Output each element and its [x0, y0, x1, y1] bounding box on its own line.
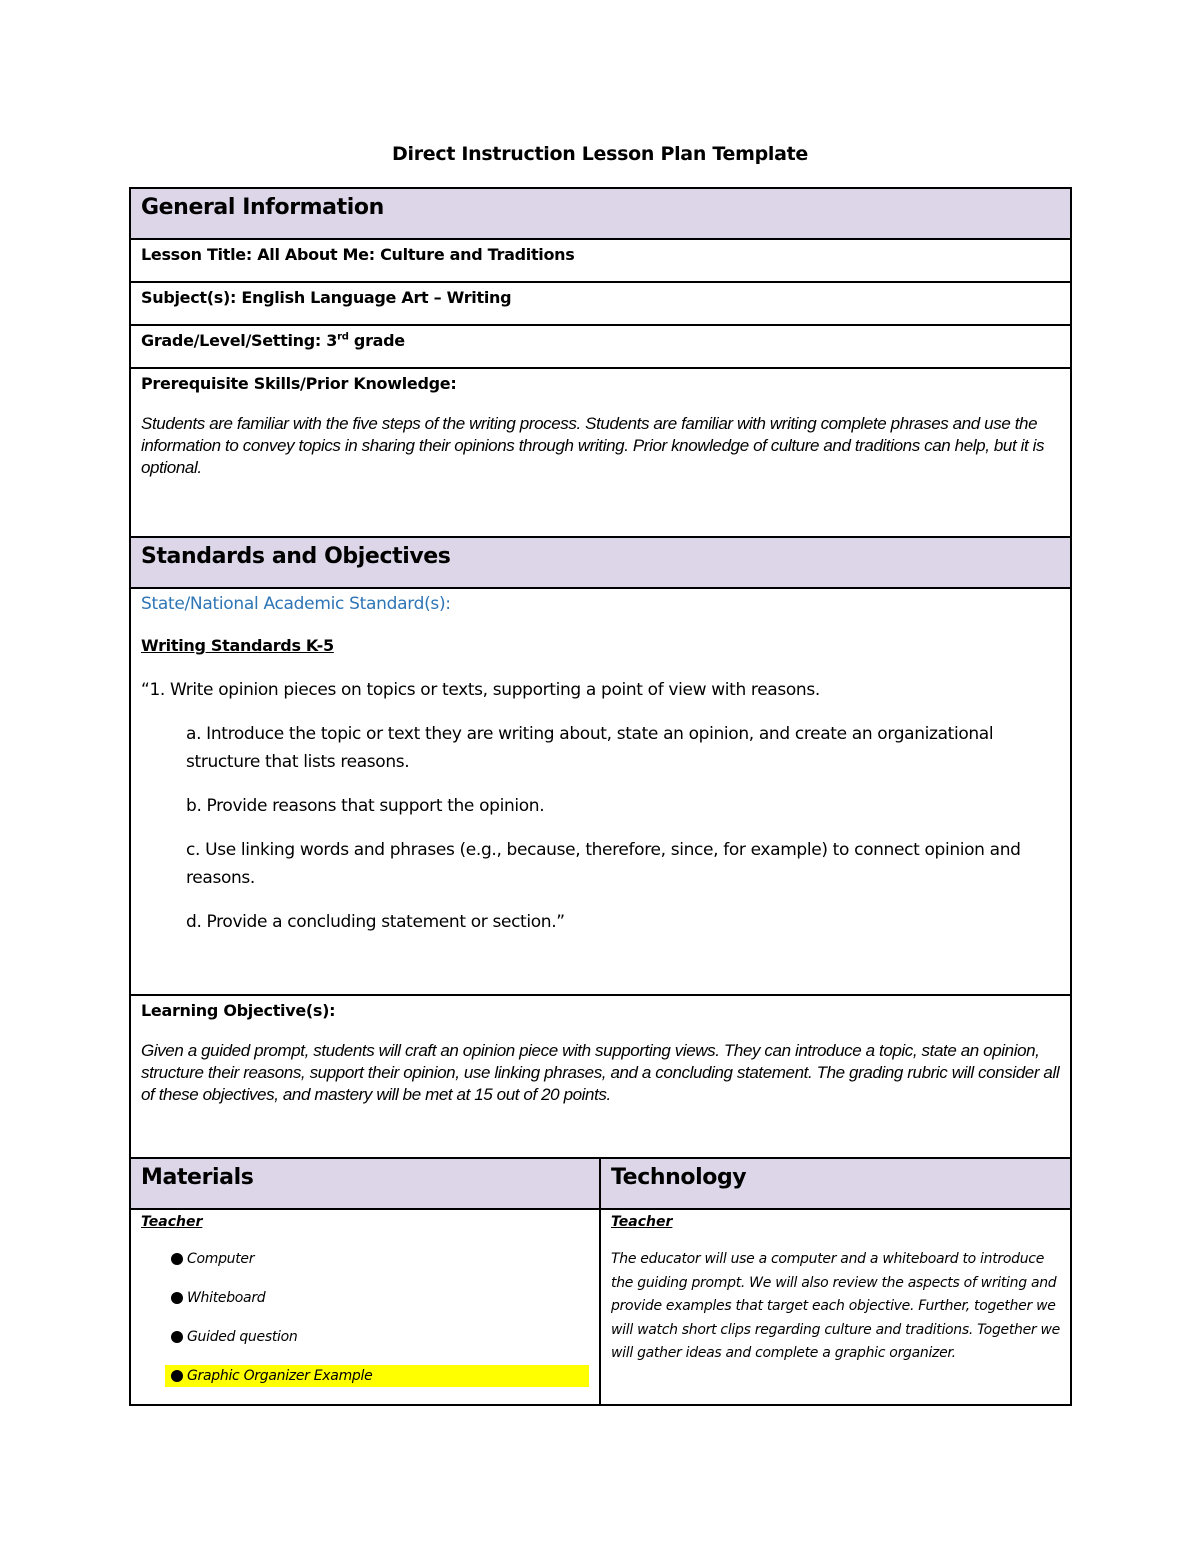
- lesson-plan-table: [129, 187, 1072, 1406]
- standard-d: d. Provide a concluding statement or section.”: [186, 912, 565, 932]
- list-item: Whiteboard: [165, 1287, 589, 1309]
- grade-suffix: grade: [348, 331, 405, 350]
- general-information-header: General Information: [130, 188, 1071, 239]
- grade-prefix: Grade/Level/Setting: 3: [141, 331, 338, 350]
- prerequisite-label: Prerequisite Skills/Prior Knowledge:: [141, 374, 457, 393]
- prerequisite-cell: [130, 368, 1071, 537]
- standards-cell: [130, 588, 1071, 995]
- technology-cell: [600, 1209, 1071, 1405]
- grade-superscript: rd: [337, 331, 349, 343]
- materials-header: Materials: [130, 1158, 600, 1209]
- technology-text: The educator will use a computer and a whiteboard to introduce the guiding prompt. We will also review the aspects of writing and provide examples that target each objective. Further, together we will watch short clips regarding culture and traditions. Together we will gather ideas and complete a graphic organizer.: [611, 1251, 1060, 1361]
- materials-subheading: Teacher: [141, 1214, 203, 1230]
- technology-header: Technology: [600, 1158, 1071, 1209]
- list-item: Guided question: [165, 1326, 589, 1348]
- materials-cell: [130, 1209, 600, 1405]
- list-item-highlighted: Graphic Organizer Example: [165, 1365, 589, 1387]
- lesson-title: Lesson Title: All About Me: Culture and Traditions: [130, 239, 1071, 282]
- standards-heading: Writing Standards K-5: [141, 636, 334, 655]
- objectives-cell: [130, 995, 1071, 1158]
- document-title: Direct Instruction Lesson Plan Template: [392, 143, 808, 165]
- technology-subheading: Teacher: [611, 1214, 673, 1230]
- list-item: Computer: [165, 1248, 589, 1270]
- grade-level-setting: [130, 325, 1071, 368]
- bullet-icon: [171, 1370, 183, 1382]
- bullet-icon: [171, 1292, 183, 1304]
- standard-main: “1. Write opinion pieces on topics or texts, supporting a point of view with reasons.: [141, 680, 820, 700]
- standard-b: b. Provide reasons that support the opinion.: [186, 796, 545, 816]
- materials-list: [141, 1248, 589, 1387]
- objectives-text: Given a guided prompt, students will craft an opinion piece with supporting views. They can introduce a topic, state an opinion, structure their reasons, support their opinion, use linking phrases, and a concluding statement. The grading rubric will consider all of these objectives, and mastery will be met at 15 out of 20 points.: [141, 1041, 1060, 1104]
- bullet-icon: [171, 1253, 183, 1265]
- bullet-icon: [171, 1331, 183, 1343]
- prerequisite-text: Students are familiar with the five steps of the writing process. Students are familiar with writing complete phrases and use the information to convey topics in sharing their opinions through writing. Prior knowledge of culture and traditions can help, but it is optional.: [141, 414, 1045, 477]
- standard-a: a. Introduce the topic or text they are writing about, state an opinion, and create an organizational structure that lists reasons.: [186, 724, 994, 772]
- standard-c: c. Use linking words and phrases (e.g., because, therefore, since, for example) to connect opinion and reasons.: [186, 840, 1021, 888]
- objectives-label: Learning Objective(s):: [141, 1001, 336, 1020]
- standards-objectives-header: Standards and Objectives: [130, 537, 1071, 588]
- standards-label: State/National Academic Standard(s):: [141, 594, 451, 614]
- subjects: Subject(s): English Language Art – Writing: [130, 282, 1071, 325]
